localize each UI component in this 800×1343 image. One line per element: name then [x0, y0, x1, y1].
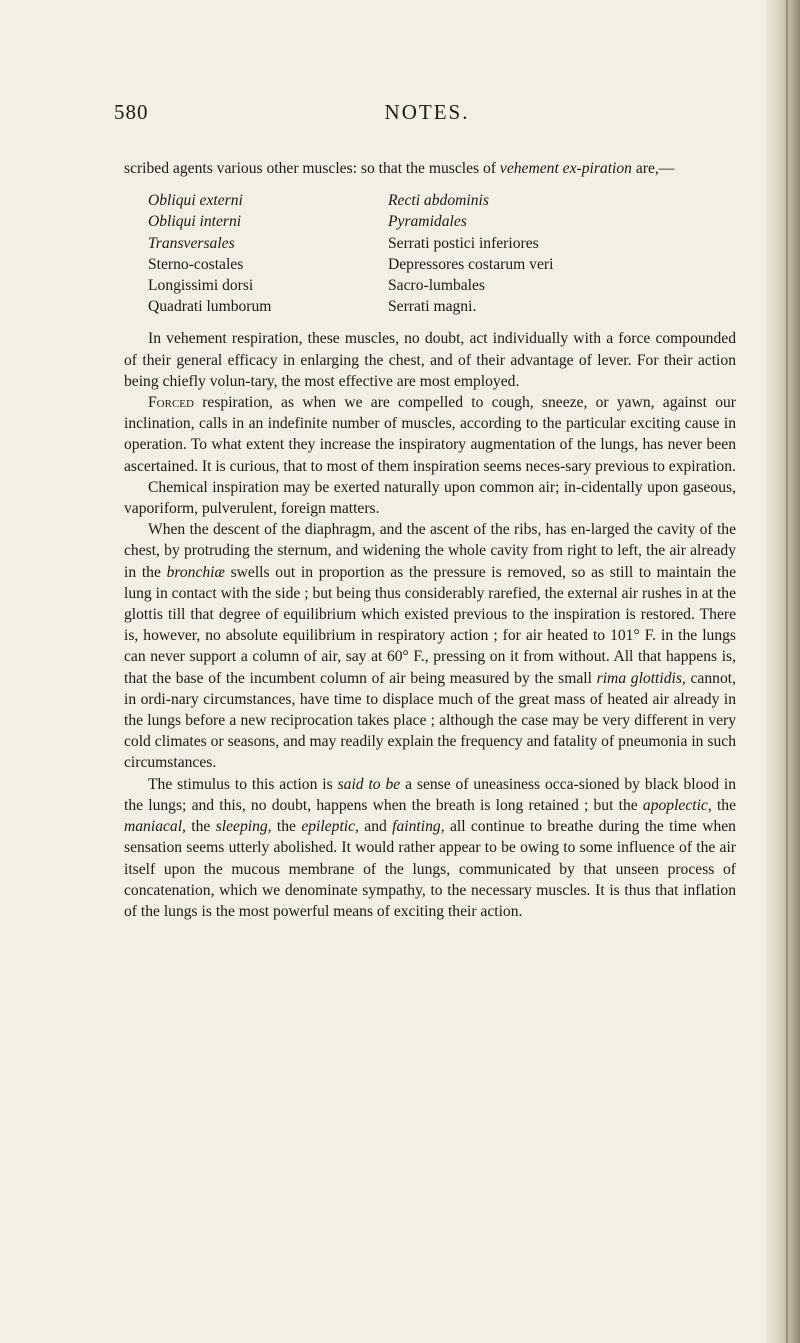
intro-paragraph	[124, 158, 736, 179]
intro-text-end: are,—	[631, 160, 675, 177]
page-number: 580	[114, 100, 149, 124]
muscle-name: Obliqui interni	[148, 213, 242, 231]
muscle-list-left	[148, 190, 388, 317]
muscle-name: Obliqui externi	[148, 192, 243, 210]
muscle-name: Serrati magni.	[388, 298, 477, 316]
text-run: all continue to breathe during the time when sensation seems utterly abolished. It would rather appear to be owing to some influence of the air itself upon the mucous membrane of the lungs, communicated by that unseen process of concatenation, which we denominate sympathy, to the necessary muscles. It is thus that inflation of the lungs is the most powerful means of exciting their action.	[124, 818, 736, 920]
muscle-name: Serrati postici inferiores	[388, 234, 539, 252]
italic-term: apoplectic,	[642, 796, 712, 814]
intro-emphasis: vehement ex-piration	[499, 160, 632, 177]
page-header	[114, 100, 740, 130]
text-run: The stimulus to this action is	[148, 775, 338, 793]
paragraph-vehement-respiration: In vehement respiration, these muscles, no doubt, act individually with a force compounded of their general efficacy in enlarging the chest, and of their advantage of lever. For their action being chiefly volun-tary, the most effective are most employed.	[124, 330, 736, 390]
text-run: cannot, in ordi-nary circumstances, have time to displace much of the great mass of heated air already in the lungs before a new reciprocation takes place ; although the case may be very different in very cold climates or seasons, and may readily explain the frequency and fatality of pneumonia in such circumstances.	[124, 669, 736, 772]
text-run: the	[185, 818, 216, 836]
paragraph-diaphragm	[124, 519, 736, 773]
intro-text: scribed agents various other muscles: so that the muscles of	[124, 160, 500, 177]
muscle-name: Longissimi dorsi	[148, 277, 254, 295]
text-run: the	[711, 796, 737, 814]
muscle-lists	[148, 190, 736, 317]
muscle-name: Quadrati lumborum	[148, 298, 272, 316]
paragraph-stimulus	[124, 774, 736, 922]
italic-term: said to be	[337, 775, 401, 793]
muscle-name: Depressores costarum veri	[388, 255, 554, 273]
text-run: and	[358, 818, 393, 836]
muscle-name: Sacro-lumbales	[388, 277, 485, 295]
muscle-name: Pyramidales	[388, 213, 467, 231]
italic-term: bronchiæ	[166, 563, 225, 581]
muscle-name: Transversales	[148, 234, 235, 252]
muscle-list-right	[388, 190, 708, 317]
page-edge-shadow	[766, 0, 800, 1343]
paragraph-text: respiration, as when we are compelled to cough, sneeze, or yawn, against our inclination, calls in an indefinite number of muscles, according to the particular exciting cause in operation. To what extent they increase the inspiratory augmentation of the lungs, has never been ascertained. It is curious, that to most of them inspiration seems neces-sary previous to expiration.	[124, 394, 736, 475]
running-title: NOTES.	[384, 100, 470, 124]
text-run: When the descent of the diaphragm, and the ascent of the ribs, has en-larged the cavity of the chest, by protruding the sternum, and widening the whole cavity from right to left, the air already in the	[124, 521, 736, 581]
italic-term: epileptic,	[301, 818, 359, 836]
muscle-name: Sterno-costales	[148, 255, 244, 273]
text-run: a sense of uneasiness occa-sioned by black blood in the lungs; and this, no doubt, happens when the breath is long retained ; but the	[124, 775, 737, 814]
paragraph-chemical-inspiration: Chemical inspiration may be exerted naturally upon common air; in-cidentally upon gaseous, vaporiform, pulverulent, foreign matters.	[124, 478, 736, 518]
muscle-name: Recti abdominis	[388, 192, 489, 210]
italic-term: rima glottidis,	[596, 669, 686, 687]
italic-term: sleeping,	[215, 818, 272, 836]
page-binding-line	[786, 0, 788, 1343]
lead-word: Forced	[148, 394, 194, 412]
text-run: the	[271, 818, 302, 836]
body-text	[124, 158, 736, 922]
italic-term: maniacal,	[124, 818, 186, 836]
paragraph-forced-respiration	[124, 392, 736, 477]
text-run: swells out in proportion as the pressure is removed, so as still to maintain the lung in contact with the side ; but being thus considerably rarefied, the external air rushes in at the glottis till that degree of equilibrium which existed previous to the inspiration is restored. There is, however, no absolute equilibrium in respiratory action ; for air heated to 101° F. in the lungs can never support a column of air, say at 60° F., pressing on it from without. All that happens is, that the base of the incumbent column of air being measured by the small	[124, 563, 736, 687]
italic-term: fainting,	[392, 818, 445, 836]
